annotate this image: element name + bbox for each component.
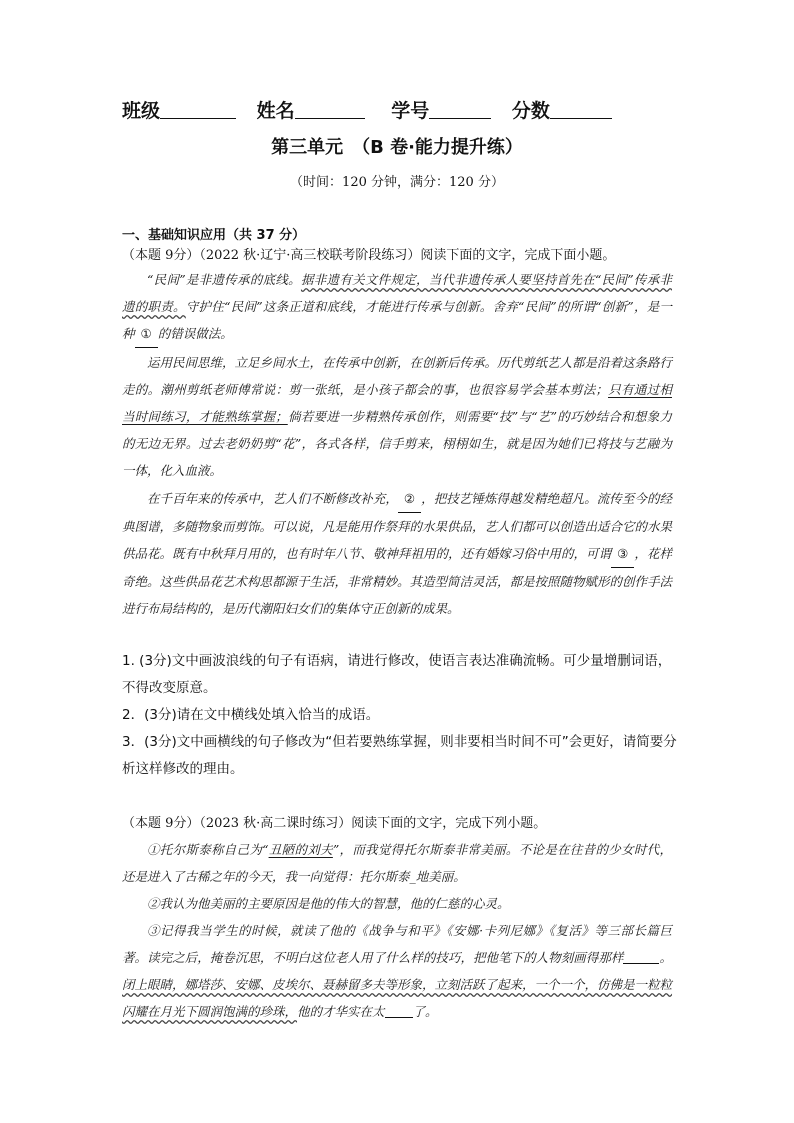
name-blank[interactable] xyxy=(295,117,365,119)
student-info-line xyxy=(122,96,626,123)
passage1-intro: （本题 9分）（2022 秋·辽宁·高三校联考阶段练习）阅读下面的文字，完成下面小题。 xyxy=(122,248,616,263)
section-heading: 一、基础知识应用（共 37 分） xyxy=(122,228,306,243)
student-number-field[interactable]: 学号 xyxy=(391,96,491,123)
passage2-paragraph-2: ②我认为他美丽的主要原因是他的伟大的智慧，他的仁慈的心灵。 xyxy=(147,896,510,911)
fill-blank-5[interactable] xyxy=(385,1017,413,1018)
page-subtitle: （时间：120 分钟，满分：120 分） xyxy=(290,175,504,190)
passage2-paragraph-3: ③记得我当学生的时候，就读了他的《战争与和平》《安娜·卡列尼娜》《复活》等三部长篇巨著。读完之后，掩卷沉思，不明白这位老人用了什么样的技巧，把他笔下的人物刻画得那样 。闭上眼睛，娜塔莎、安娜、皮埃尔、聂赫留多夫等形象，立刻活跃了起来，一个一个，仿佛是一粒粒闪耀在月光下圆润饱满的珍珠，他的才华实在太 了。 xyxy=(122,923,673,1019)
passage1-paragraph-2: 运用民间思维，立足乡间水土，在传承中创新，在创新后传承。历代剪纸艺人都是沿着这条路行走的。潮州剪纸老师傅常说：剪一张纸，是小孩子都会的事，也很容易学会基本剪法；只有通过相当时间练习，才能熟练掌握；倘若要进一步精熟传承创作，则需要“技”与“艺”的巧妙结合和想象力的无边无界。过去老奶奶剪“花”，各式各样，信手剪来，栩栩如生，就是因为她们已将技与艺融为一体，化入血液。 xyxy=(122,355,673,478)
passage2-paragraph-1: ①托尔斯泰称自己为“丑陋的刘夫”，而我觉得托尔斯泰非常美丽。不论是在往昔的少女时代，还是进入了古稀之年的今天，我一向觉得：托尔斯泰_地美丽。 xyxy=(122,842,672,884)
passage1-paragraph-3: 在千百年来的传承中，艺人们不断修改补充， ② ，把技艺锤炼得越发精绝超凡。流传至今的经典图谱，多随物象而剪饰。可以说，凡是能用作祭拜的水果供品，艺人们都可以创造出适合它的水果供品花。既有中秋拜月用的，也有时年八节、敬神拜祖用的，还有婚嫁习俗中用的，可谓 ③ ，花样奇绝。这些供品花艺术构思都源于生活，非常精妙。其造型简洁灵活，都是按照随物赋形的创作手法进行布局结构的，是历代潮阳妇女们的集体守正创新的成果。 xyxy=(122,485,672,622)
class-field[interactable]: 班级 xyxy=(122,96,236,123)
fill-blank-3[interactable]: ③ xyxy=(611,540,634,568)
page-title: 第三单元 （B 卷·能力提升练） xyxy=(271,137,523,158)
fill-blank-4[interactable] xyxy=(623,963,659,964)
name-field[interactable]: 姓名 xyxy=(257,96,365,123)
score-blank[interactable] xyxy=(550,117,612,119)
fill-blank-1[interactable]: ① xyxy=(135,320,158,348)
number-blank[interactable] xyxy=(429,117,491,119)
wavy-underlined-sentence: 据非遗有关文件规定，当代非遗传承人要坚持首先在“民间”传承非遗的职责。 xyxy=(122,272,672,314)
question-3: 3．(3分)文中画横线的句子修改为“但若要熟练掌握，则非要相当时间不可”会更好，请简要分析这样修改的理由。 xyxy=(122,734,677,777)
straight-underlined-phrase: 丑陋的刘夫 xyxy=(268,842,333,857)
score-field[interactable]: 分数 xyxy=(512,96,612,123)
wavy-underlined-sentence-2: 闭上眼睛，娜塔莎、安娜、皮埃尔、聂赫留多夫等形象，立刻活跃了起来，一个一个，仿佛是一粒粒闪耀在月光下圆润饱满的珍珠， xyxy=(122,977,673,1019)
passage1-paragraph-1: “民间”是非遗传承的底线。据非遗有关文件规定，当代非遗传承人要坚持首先在“民间”传承非遗的职责。守护住“民间”这条正道和底线，才能进行传承与创新。舍弃“民间”的所谓“创新”，是一种 ① 的错误做法。 xyxy=(122,266,672,348)
fill-blank-2[interactable]: ② xyxy=(398,485,421,513)
question-1: 1. (3分)文中画波浪线的句子有语病，请进行修改，使语言表达准确流畅。可少量增删词语，不得改变原意。 xyxy=(122,653,672,696)
passage2-intro: （本题 9分）（2023 秋·高二课时练习）阅读下面的文字，完成下列小题。 xyxy=(122,816,547,831)
straight-underlined-sentence: 只有通过相当时间练习，才能熟练掌握； xyxy=(122,382,672,424)
question-2: 2．(3分)请在文中横线处填入恰当的成语。 xyxy=(122,707,380,723)
class-blank[interactable] xyxy=(160,117,236,119)
